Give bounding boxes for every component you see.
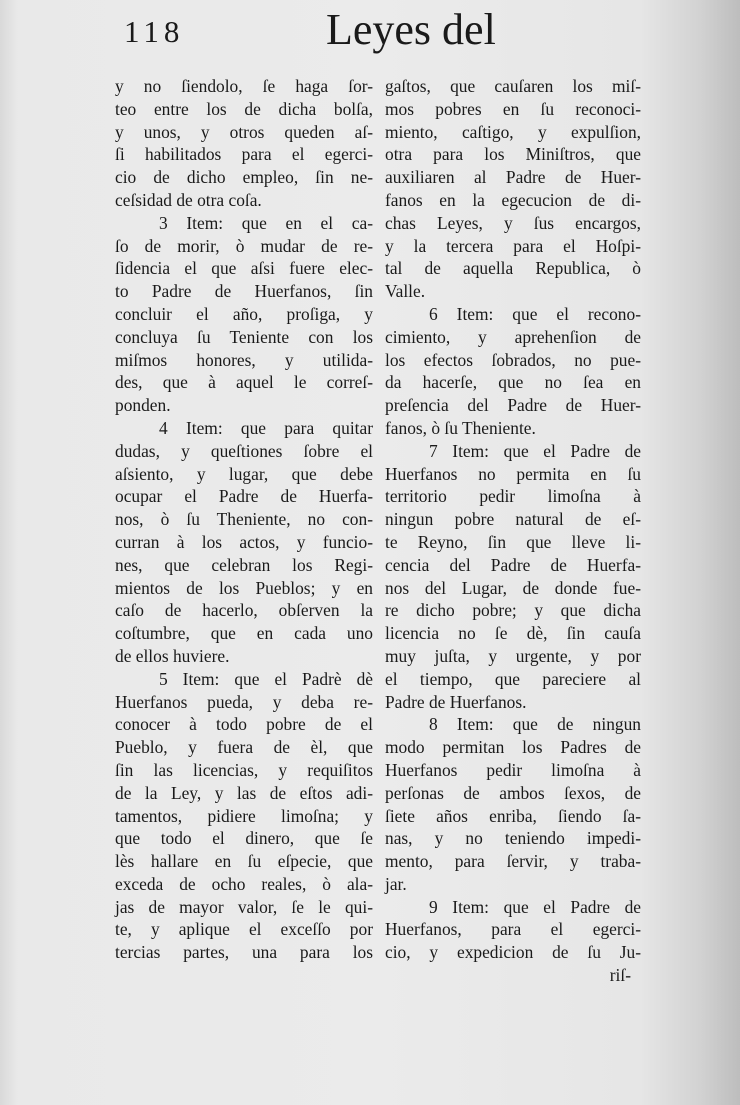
text-line: te, y aplique el exceſſo por (115, 919, 373, 940)
text-line: 5 Item: que el Padrè dè (159, 668, 373, 689)
text-line: gaſtos, que cauſaren los miſ- (385, 76, 641, 96)
text-line: caſo de hacerlo, obſerven la (115, 600, 373, 621)
text-line: Pueblo, y fuera de èl, que (115, 737, 373, 758)
text-line: de la Ley, y las de eſtos adi- (115, 782, 373, 803)
text-line: tamentos, pidiere limoſna; y (115, 805, 373, 826)
catchword: riſ- (609, 965, 631, 986)
text-line: miſmos honores, y utilida- (115, 349, 373, 370)
right-column (385, 75, 641, 987)
text-line: mos pobres en ſu reconoci- (385, 98, 641, 119)
text-line: 9 Item: que el Padre de (429, 896, 641, 917)
text-line: jar. (385, 873, 407, 894)
text-line: fanos, ò ſu Theniente. (385, 417, 536, 438)
page-number: 118 (124, 14, 185, 49)
text-line: conocer à todo pobre de el (115, 714, 373, 735)
text-line: miento, caſtigo, y expulſion, (385, 121, 641, 142)
text-line: teo entre los de dicha bolſa, (115, 98, 373, 119)
text-line: ſo de morir, ò mudar de re- (115, 235, 373, 256)
text-line: perſonas de ambos ſexos, de (385, 782, 641, 803)
text-line: cencia del Padre de Huerfa- (385, 554, 641, 575)
text-line: des, que à aquel le correſ- (115, 372, 373, 393)
text-line: nos del Lugar, de donde fue- (385, 577, 641, 598)
text-line: nos, ò ſu Theniente, no con- (115, 509, 373, 530)
text-line: muy juſta, y urgente, y por (385, 645, 641, 666)
text-line: concluir el año, proſiga, y (115, 303, 373, 324)
text-line: territorio pedir limoſna à (385, 486, 641, 507)
text-line: ocupar el Padre de Huerfa- (115, 486, 373, 507)
text-line: te Reyno, ſin que lleve li- (385, 531, 641, 552)
text-line: preſencia del Padre de Huer- (385, 395, 641, 416)
text-line: 6 Item: que el recono- (429, 303, 641, 324)
text-line: fanos en la egecucion de di- (385, 189, 641, 210)
text-line: los efectos ſobrados, no pue- (385, 349, 641, 370)
text-line: chas Leyes, y ſus encargos, (385, 212, 641, 233)
text-line: Valle. (385, 281, 426, 302)
text-line: ſi habilitados para el egerci- (115, 144, 373, 165)
text-line: lès hallare en ſu eſpecie, que (115, 851, 373, 872)
text-line: Huerfanos no permita en ſu (385, 463, 641, 484)
text-line: 8 Item: que de ningun (429, 714, 641, 735)
text-line: ningun pobre natural de eſ- (385, 509, 641, 530)
text-line: to Padre de Huerfanos, ſin (115, 281, 373, 302)
text-line: cimiento, y aprehenſion de (385, 326, 641, 347)
text-line: 4 Item: que para quitar (159, 417, 373, 438)
text-line: dudas, y queſtiones ſobre el (115, 440, 373, 461)
text-line: jas de mayor valor, ſe le qui- (115, 896, 373, 917)
text-line: coſtumbre, que en cada uno (115, 623, 373, 644)
text-line: ponden. (115, 395, 171, 416)
text-line: 7 Item: que el Padre de (429, 440, 641, 461)
text-line: ſiete años enriba, ſiendo ſa- (385, 805, 641, 826)
text-line: el tiempo, que pareciere al (385, 668, 641, 689)
text-line: de ellos huviere. (115, 645, 230, 666)
text-line: Huerfanos, para el egerci- (385, 919, 641, 940)
text-line: otra para los Miniſtros, que (385, 144, 641, 165)
text-line: tercias partes, una para los (115, 942, 373, 963)
text-line: cio de dicho empleo, ſin ne- (115, 167, 373, 188)
running-title: Leyes del (326, 5, 496, 54)
text-line: curran à los actos, y funcio- (115, 531, 373, 552)
text-line: licencia no ſe dè, ſin cauſa (385, 623, 641, 644)
text-line: re dicho pobre; y que dicha (385, 600, 641, 621)
text-line: y la tercera para el Hoſpi- (385, 235, 641, 256)
text-line: y no ſiendolo, ſe haga ſor- (115, 76, 373, 96)
text-line: concluya ſu Teniente con los (115, 326, 373, 347)
text-line: Huerfanos pueda, y deba re- (115, 691, 373, 712)
text-line: ſidencia el que aſsi fuere elec- (115, 258, 373, 279)
text-line: Huerfanos pedir limoſna à (385, 759, 641, 780)
text-line: Padre de Huerfanos. (385, 691, 527, 712)
text-line: aſsiento, y lugar, que debe (115, 463, 373, 484)
text-line: tal de aquella Republica, ò (385, 258, 641, 279)
text-line: modo permitan los Padres de (385, 737, 641, 758)
text-line: auxiliaren al Padre de Huer- (385, 167, 641, 188)
text-line: nas, y no teniendo impedi- (385, 828, 641, 849)
left-column (115, 75, 373, 964)
text-line: exceda de ocho reales, ò ala- (115, 873, 373, 894)
text-line: ſin las licencias, y requiſitos (115, 759, 373, 780)
text-line: que todo el dinero, que ſe (115, 828, 373, 849)
text-line: mento, para ſervir, y traba- (385, 851, 641, 872)
text-line: nes, que celebran los Regi- (115, 554, 373, 575)
text-line: da hacerſe, que no ſea en (385, 372, 641, 393)
text-line: mientos de los Pueblos; y en (115, 577, 373, 598)
text-line: 3 Item: que en el ca- (159, 212, 373, 233)
text-line: ceſsidad de otra coſa. (115, 189, 262, 210)
text-line: y unos, y otros queden aſ- (115, 121, 373, 142)
text-line: cio, y expedicion de ſu Ju- (385, 942, 641, 963)
